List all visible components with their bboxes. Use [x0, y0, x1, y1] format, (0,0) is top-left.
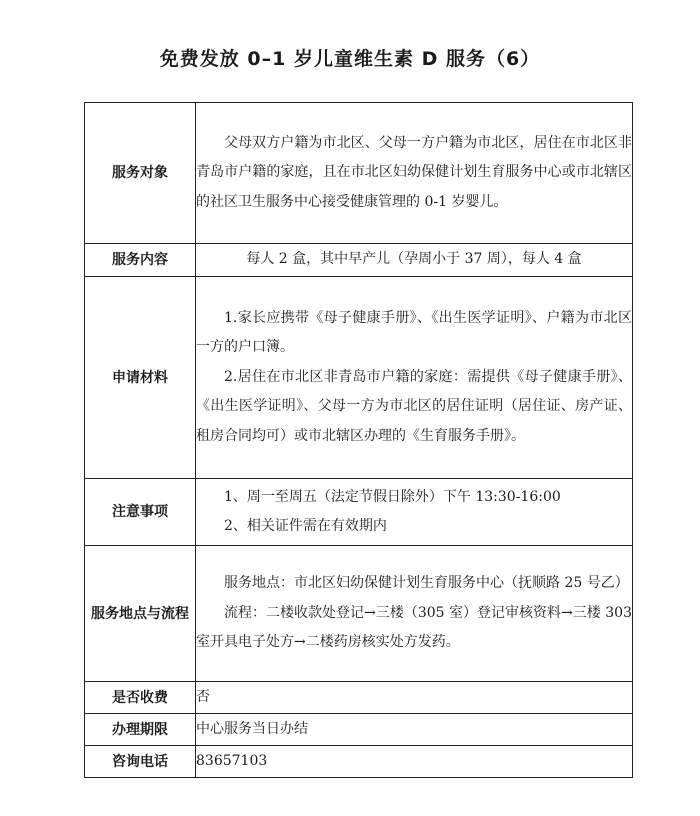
row-value: 中心服务当日办结: [196, 714, 633, 746]
content-paragraph: 2、相关证件需在有效期内: [224, 518, 387, 534]
row-content: [196, 244, 633, 277]
table-row-materials: [85, 277, 633, 479]
table-row-service-target: [85, 103, 633, 244]
table-row-notes: [85, 479, 633, 546]
content-paragraph: 流程：二楼收款处登记→三楼（305 室）登记审核资料→三楼 303 室开具电子处方→二楼药房核实处方发药。: [196, 604, 632, 651]
row-label: 服务地点与流程: [85, 546, 196, 682]
row-content: [196, 103, 633, 244]
content-paragraph: 1.家长应携带《母子健康手册》、《出生医学证明》、户籍为市北区一方的户口簿。: [196, 309, 632, 356]
row-label: 注意事项: [85, 479, 196, 546]
row-label: 是否收费: [85, 682, 196, 714]
row-label: 服务内容: [85, 244, 196, 277]
content-paragraph: 父母双方户籍为市北区、父母一方户籍为市北区，居住在市北区非青岛市户籍的家庭，且在市北区妇幼保健计划生育服务中心或市北辖区的社区卫生服务中心接受健康管理的 0-1 岁婴儿。: [196, 134, 632, 210]
row-label: 办理期限: [85, 714, 196, 746]
row-value: 83657103: [196, 746, 633, 778]
row-content: [196, 546, 633, 682]
content-paragraph: 2.居住在市北区非青岛市户籍的家庭：需提供《母子健康手册》、《出生医学证明》、父母一方为市北区的居住证明（居住证、房产证、租房合同均可）或市北辖区办理的《生育服务手册》。: [196, 368, 632, 444]
row-content: [196, 479, 633, 546]
table-row-location-process: [85, 546, 633, 682]
row-value: 否: [196, 682, 633, 714]
content-paragraph: 1、周一至周五（法定节假日除外）下午 13:30-16:00: [224, 488, 561, 505]
page-title: 免费发放 0–1 岁儿童维生素 D 服务（6）: [159, 48, 541, 70]
content-paragraph: 服务地点：市北区妇幼保健计划生育服务中心（抚顺路 25 号乙）: [224, 575, 629, 592]
table-row-service-content: [85, 244, 633, 277]
row-content: [196, 277, 633, 479]
content-paragraph: 每人 2 盒，其中早产儿（孕周小于 37 周），每人 4 盒: [246, 251, 582, 268]
row-label: 服务对象: [85, 103, 196, 244]
table-row-deadline: [85, 714, 633, 746]
service-info-table: [84, 102, 633, 778]
row-label: 咨询电话: [85, 746, 196, 778]
table-row-phone: [85, 746, 633, 778]
table-row-fee: [85, 682, 633, 714]
row-label: 申请材料: [85, 277, 196, 479]
